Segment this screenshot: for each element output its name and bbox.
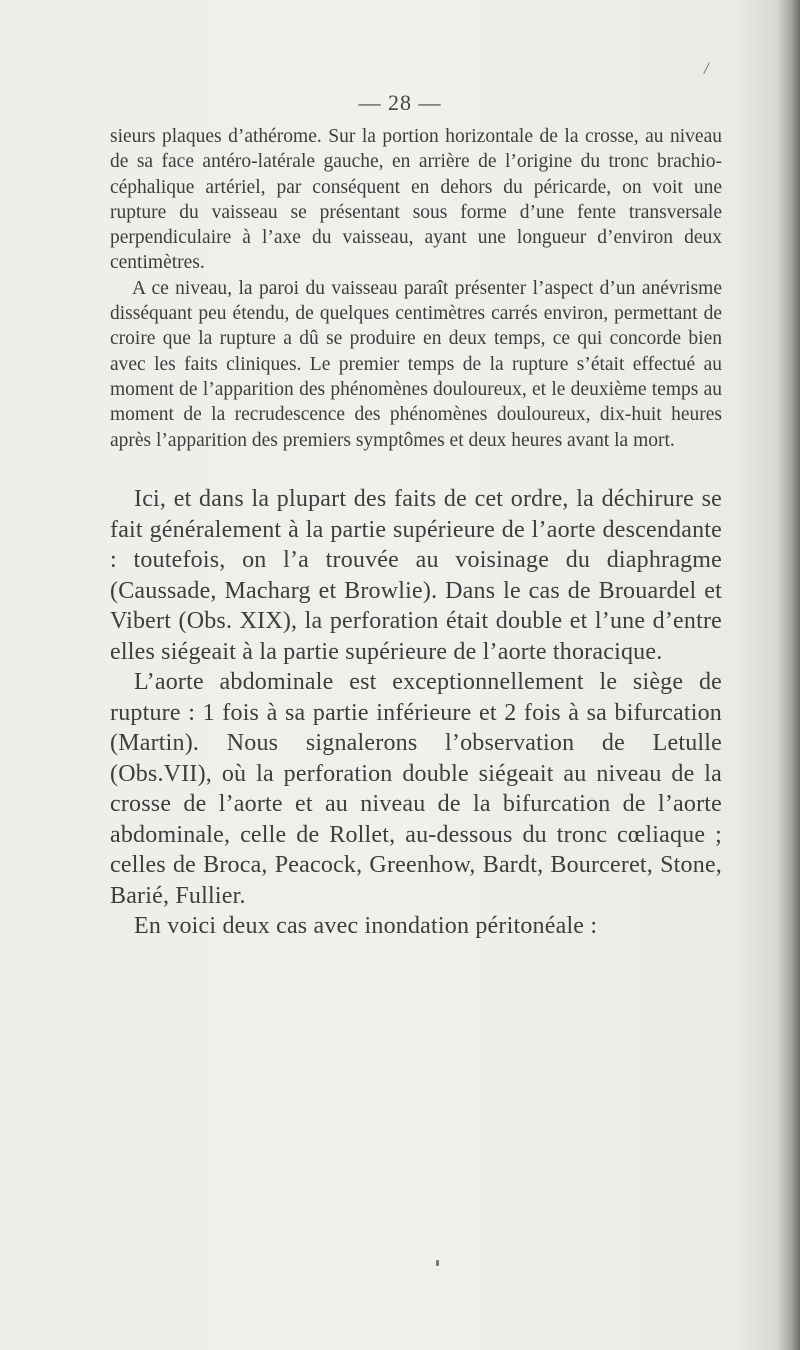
paragraph-two-cases: En voici deux cas avec inondation péritonéale :: [134, 913, 598, 939]
paragraph-abdominal-aorta: L’aorte abdominale est exceptionnellement le siège de rupture : 1 fois à sa partie inférieure et 2 fois à sa bifurcation (Martin). Nous signalerons l’observation de Letulle (Obs.VII), où la perforation double siégeait au niveau de la crosse de l’aorte et au niveau de la bifurcation de l’aorte abdominale, celle de Rollet, au-dessous du tronc cœliaque ; celles de Broca, Peacock, Greenhow, Bardt, Bourceret, Stone, Barié, Fullier.: [110, 669, 722, 909]
page-edge-shadow: [778, 0, 800, 1350]
small-print-section: [110, 124, 722, 453]
corner-mark: /: [702, 57, 711, 79]
scan-speck: [436, 1260, 439, 1266]
paragraph-aneurysm: A ce niveau, la paroi du vaisseau paraît présenter l’aspect d’un anévrisme disséquant peu étendu, de quelques centimètres carrés environ, permettant de croire que la rupture a dû se produire en deux temps, ce qui concorde bien avec les faits cliniques. Le premier temps de la rupture s’était effectué au moment de l’apparition des phénomènes douloureux, et le deuxième temps au moment de la recrudescence des phénomènes douloureux, dix-huit heures après l’apparition des premiers symptômes et deux heures avant la mort.: [110, 277, 722, 451]
large-print-section: [110, 484, 722, 942]
paragraph-rupture-site: Ici, et dans la plupart des faits de cet ordre, la déchirure se fait généralement à la partie supérieure de l’aorte descendante : toutefois, on l’a trouvée au voisinage du diaphragme (Caussade, Macharg et Browlie). Dans le cas de Brouardel et Vibert (Obs. XIX), la perforation était double et l’une d’entre elles siégeait à la partie supérieure de l’aorte thoracique.: [110, 486, 722, 665]
page-number: — 28 —: [358, 90, 442, 115]
paragraph-continuation: sieurs plaques d’athérome. Sur la portion horizontale de la crosse, au niveau de sa face antéro-latérale gauche, en arrière de l’origine du tronc brachio-céphalique artériel, par conséquent en dehors du péricarde, on voit une rupture du vaisseau se présentant sous forme d’une fente transversale perpendiculaire à l’axe du vaisseau, ayant une longueur d’environ deux centimètres.: [110, 126, 722, 274]
